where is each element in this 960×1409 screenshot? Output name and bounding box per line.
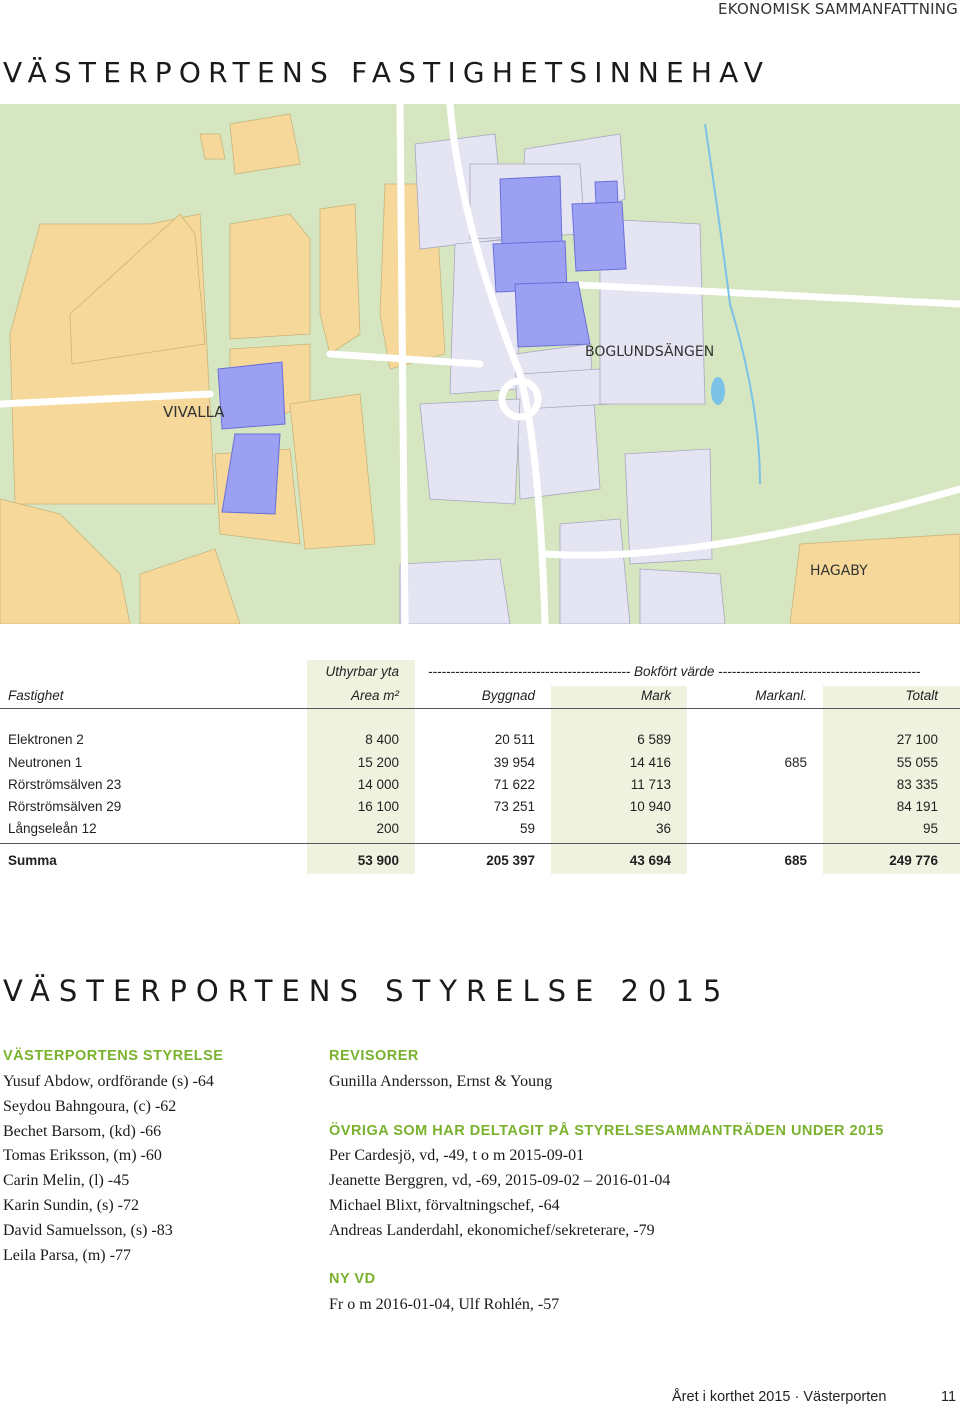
- board-member: Karin Sundin, (s) -72: [3, 1197, 139, 1214]
- cell-byggnad: 20 511: [494, 732, 535, 747]
- header-rule: [0, 708, 960, 709]
- cell-mark: 11 713: [630, 777, 671, 792]
- total-totalt: 249 776: [889, 853, 938, 868]
- pond: [711, 377, 725, 405]
- total-area: 53 900: [357, 853, 399, 868]
- cell-mark: 36: [655, 821, 671, 836]
- superheader-book-value: --------------------------------------------- Bokfört värde ---------------------------------------------: [428, 664, 921, 679]
- total-mark: 43 694: [629, 853, 671, 868]
- cell-fastighet: Rörströmsälven 29: [8, 799, 122, 814]
- cell-fastighet: Långseleån 12: [8, 821, 97, 836]
- map-label-vivalla: VIVALLA: [163, 403, 225, 421]
- total-byggnad: 205 397: [486, 853, 535, 868]
- auditor-name: Gunilla Andersson, Ernst & Young: [329, 1073, 553, 1090]
- cell-mark: 6 589: [637, 732, 671, 747]
- section-title-board: VÄSTERPORTENS STYRELSE 2015: [3, 974, 731, 1008]
- board-member: Bechet Barsom, (kd) -66: [3, 1123, 162, 1140]
- section-title-properties: VÄSTERPORTENS FASTIGHETSINNEHAV: [3, 56, 771, 89]
- auditors-heading: REVISORER: [329, 1048, 419, 1064]
- board-member: Carin Melin, (l) -45: [3, 1172, 130, 1189]
- board-member: Seydou Bahngoura, (c) -62: [3, 1098, 177, 1115]
- total-rule: [0, 843, 960, 844]
- other-participant: Michael Blixt, förvaltningschef, -64: [329, 1197, 560, 1214]
- other-participant: Per Cardesjö, vd, -49, t o m 2015-09-01: [329, 1147, 585, 1164]
- cell-byggnad: 39 954: [493, 755, 535, 770]
- cell-markanl: 685: [784, 755, 807, 770]
- cell-totalt: 55 055: [896, 755, 938, 770]
- cell-byggnad: 71 622: [493, 777, 535, 792]
- cell-mark: 14 416: [629, 755, 671, 770]
- map-label-boglundsangen: BOGLUNDSÄNGEN: [585, 344, 715, 360]
- cell-byggnad: 73 251: [493, 799, 535, 814]
- cell-fastighet: Neutronen 1: [8, 755, 83, 770]
- cell-mark: 10 940: [629, 799, 671, 814]
- cell-totalt: 84 191: [896, 799, 938, 814]
- board-member: Yusuf Abdow, ordförande (s) -64: [3, 1073, 214, 1090]
- cell-area: 14 000: [357, 777, 399, 792]
- cell-area: 16 100: [357, 799, 399, 814]
- header-fastighet: Fastighet: [8, 688, 64, 703]
- others-heading: ÖVRIGA SOM HAR DELTAGIT PÅ STYRELSESAMMANTRÄDEN UNDER 2015: [329, 1123, 884, 1139]
- new-ceo-heading: NY VD: [329, 1271, 376, 1287]
- running-head: EKONOMISK SAMMANFATTNING: [718, 0, 958, 18]
- total-label: Summa: [8, 853, 57, 868]
- other-participant: Jeanette Berggren, vd, -69, 2015-09-02 – 2016-01-04: [329, 1172, 671, 1189]
- new-ceo-text: Fr o m 2016-01-04, Ulf Rohlén, -57: [329, 1296, 560, 1313]
- header-markanl: Markanl.: [755, 688, 807, 703]
- other-participant: Andreas Landerdahl, ekonomichef/sekreterare, -79: [329, 1222, 655, 1239]
- cell-totalt: 83 335: [896, 777, 938, 792]
- cell-byggnad: 59: [519, 821, 535, 836]
- header-mark: Mark: [641, 688, 671, 703]
- cell-fastighet: Elektronen 2: [8, 732, 84, 747]
- map-label-hagaby: HAGABY: [810, 563, 868, 579]
- footer-text: Året i korthet 2015 · Västerporten: [672, 1389, 887, 1405]
- superheader-area: Uthyrbar yta: [325, 664, 399, 679]
- cell-totalt: 95: [922, 821, 938, 836]
- board-heading: VÄSTERPORTENS STYRELSE: [3, 1048, 224, 1064]
- header-area: Area m²: [350, 688, 399, 703]
- cell-area: 15 200: [357, 755, 399, 770]
- cell-area: 200: [376, 821, 399, 836]
- board-member: Leila Parsa, (m) -77: [3, 1247, 131, 1264]
- total-markanl: 685: [784, 853, 807, 868]
- header-byggnad: Byggnad: [481, 688, 535, 703]
- cell-area: 8 400: [365, 732, 399, 747]
- page-number: 11: [941, 1389, 957, 1405]
- cell-totalt: 27 100: [896, 732, 938, 747]
- board-member: Tomas Eriksson, (m) -60: [3, 1147, 162, 1164]
- property-map: [0, 104, 960, 624]
- board-member: David Samuelsson, (s) -83: [3, 1222, 173, 1239]
- cell-fastighet: Rörströmsälven 23: [8, 777, 122, 792]
- header-totalt: Totalt: [905, 688, 938, 703]
